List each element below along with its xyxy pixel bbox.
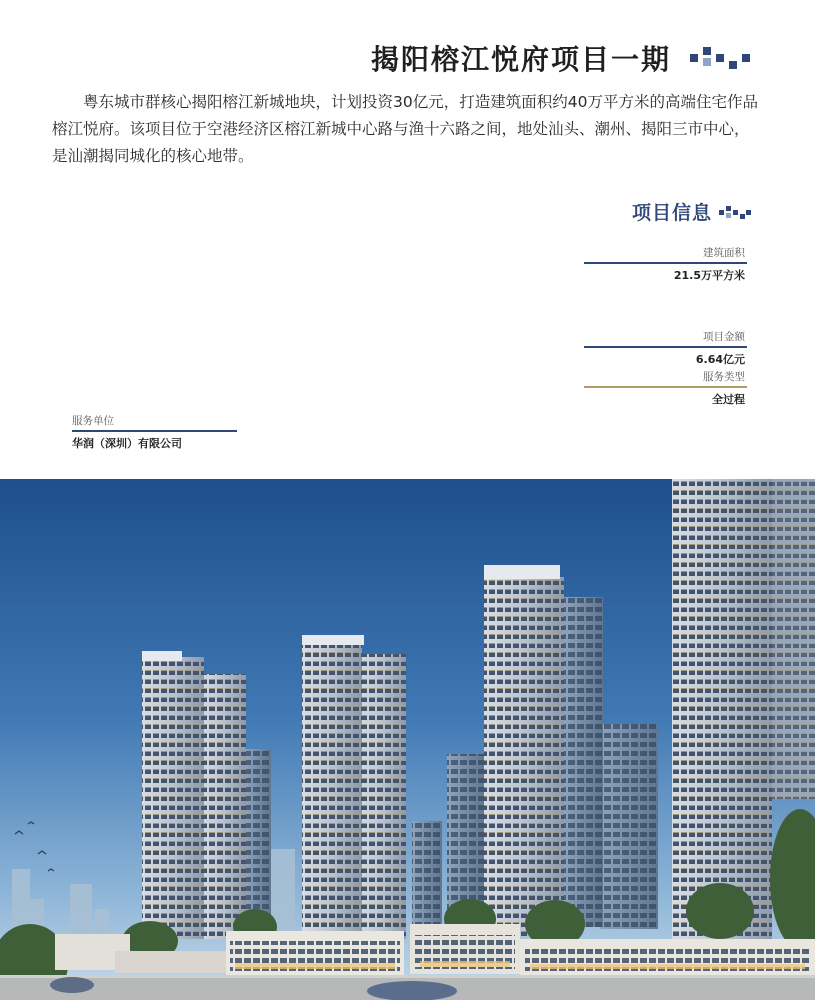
building-area-value: 21.5万平方米 [673, 269, 745, 282]
section-decoration [719, 205, 751, 221]
divider [584, 346, 747, 348]
service-unit-block [72, 414, 237, 451]
service-unit-value: 华润（深圳）有限公司 [72, 437, 182, 450]
building-area-label: 建筑面积 [703, 247, 745, 259]
project-info-heading: 项目信息 [631, 202, 712, 224]
page-title: 揭阳榕江悦府项目一期 [370, 43, 671, 76]
building-area-block [584, 246, 747, 283]
project-amount-label: 项目金额 [703, 331, 745, 343]
title-decoration [690, 44, 750, 72]
divider [584, 386, 747, 388]
service-type-label: 服务类型 [703, 371, 745, 383]
divider [584, 262, 747, 264]
intro-paragraph: 粤东城市群核心揭阳榕江新城地块，计划投资30亿元，打造建筑面积约40万平方米的高端住宅作品榕江悦府。该项目位于空港经济区榕江新城中心路与渔十六路之间，地处汕头、潮州、揭阳三市中心，是汕潮揭同城化的核心地带。 [52, 93, 758, 165]
divider [72, 430, 237, 432]
project-amount-block [584, 330, 747, 367]
service-type-block [584, 370, 747, 407]
service-type-value: 全过程 [712, 393, 745, 406]
project-amount-value: 6.64亿元 [695, 353, 745, 366]
service-unit-label: 服务单位 [72, 415, 114, 427]
building-rendering-image [0, 479, 815, 1000]
